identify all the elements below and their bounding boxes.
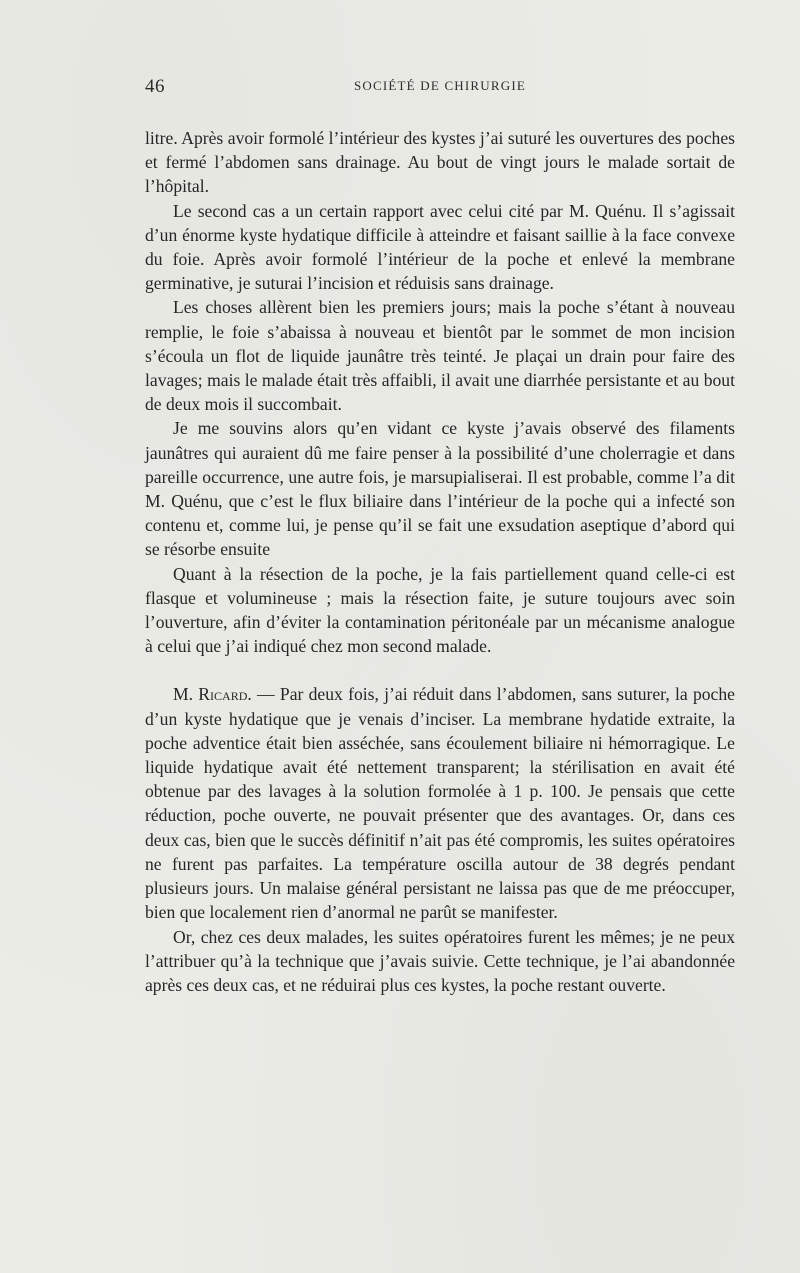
paragraph-outcome: Les choses allèrent bien les premiers jours; mais la poche s’étant à nouveau remplie, le foie s’abaissa à nouveau et bientôt par le sommet de mon incision s’écoula un flot de liquide jaunâtre très teinté. Je plaçai un drain pour faire des lavages; mais le malade était très affaibli, il avait une diarrhée persistante et au bout de deux mois il succombait.: [145, 297, 735, 415]
paragraph-resection: Quant à la résection de la poche, je la fais partiellement quand celle-ci est flasque et volumineuse ; mais la résection faite, je suture toujours avec soin l’ouverture, afin d’éviter la contamination péritonéale par un mécanisme analogue à celui que j’ai indiqué chez mon second malade.: [145, 563, 735, 657]
paragraph-reflection: Je me souvins alors qu’en vidant ce kyste j’avais observé des filaments jaunâtres qui auraient dû me faire penser à la possibilité d’une cholerragie et dans pareille occurrence, une autre fois, je marsupialiserai. Il est probable, comme l’a dit M. Quénu, que c’est le flux biliaire dans l’intérieur de la poche qui a infecté son contenu et, comme lui, je pense qu’il se fait une exsudation aseptique d’abord qui se résorbe ensuite: [145, 418, 735, 560]
paragraph-continued: litre. Après avoir formolé l’intérieur des kystes j’ai suturé les ouvertures des poches et fermé l’abdomen sans drainage. Au bout de vingt jours le malade sortait de l’hôpital.: [145, 128, 735, 197]
speaker-name: M. Ricard.: [173, 684, 252, 705]
body-text: [145, 126, 735, 997]
page-header: [145, 76, 735, 100]
paragraph-second-case: Le second cas a un certain rapport avec celui cité par M. Quénu. Il s’agissait d’un énorme kyste hydatique difficile à atteindre et faisant saillie à la face convexe du foie. Après avoir formolé l’intérieur de la poche et enlevé la membrane germinative, je suturai l’incision et réduisis sans drainage.: [145, 200, 735, 294]
running-head: SOCIÉTÉ DE CHIRURGIE: [353, 78, 527, 93]
page-number: 46: [145, 76, 165, 97]
section-gap: [145, 658, 735, 682]
paragraph-ricard: [145, 682, 735, 924]
paragraph-closing: Or, chez ces deux malades, les suites opératoires furent les mêmes; je ne peux l’attribuer qu’à la technique que j’avais suivie. Cette technique, je l’ai abandonnée après ces deux cas, et ne réduirai plus ces kystes, la poche restant ouverte.: [145, 926, 735, 995]
ricard-text: — Par deux fois, j’ai réduit dans l’abdomen, sans suturer, la poche d’un kyste hydatique que je venais d’inciser. La membrane hydatide extraite, la poche adventice était bien asséchée, sans écoulement biliaire ni hémorragique. Le liquide hydatique avait été nettement transparent; la stérilisation en avait été obtenue par des lavages à la solution formolée à 1 p. 100. Je pensais que cette réduction, poche ouverte, ne pouvait présenter que des avantages. Or, dans ces deux cas, bien que le succès définitif n’ait pas été compromis, les suites opératoires ne furent pas parfaites. La température oscilla autour de 38 degrés pendant plusieurs jours. Un malaise général persistant ne laissa pas que de me préoccuper, bien que localement rien d’anormal ne parût se manifester.: [145, 684, 735, 923]
